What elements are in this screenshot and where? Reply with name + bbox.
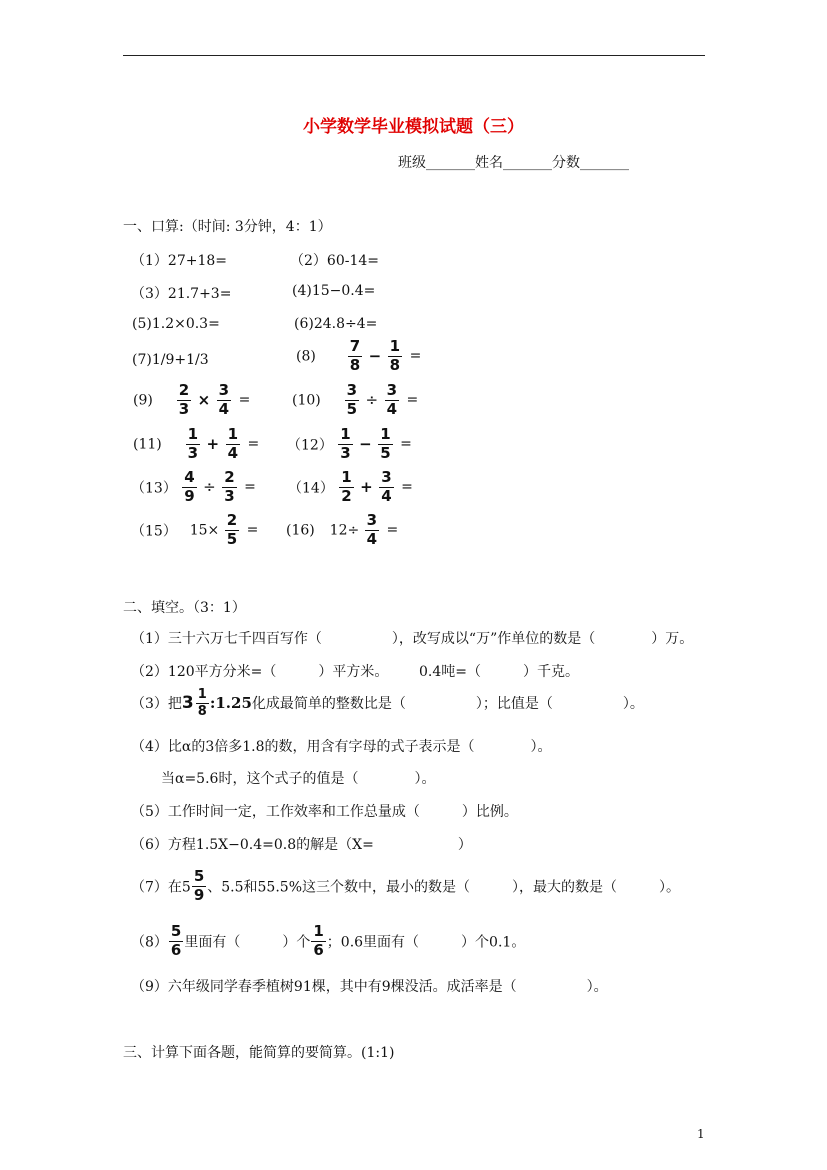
fill-question-2a: （2）120平方分米=（ ）平方米。 [131, 664, 389, 680]
page-title: 小学数学毕业模拟试题（三） [303, 117, 524, 137]
oral-item-2: （2）60-14= [290, 253, 379, 269]
equals-sign: = [386, 522, 399, 539]
fraction: $\frac{3}{4}$ [218, 381, 230, 418]
fraction: $\frac{3}{4}$ [386, 381, 398, 418]
fill-question-1: （1）三十六万七千四百写作（ ），改写成以“万”作单位的数是（ ）万。 [131, 631, 694, 647]
oral-item-5: (5)1.2×0.3= [132, 316, 220, 332]
oral-item-12 [287, 427, 412, 462]
fill-question-7-suffix: 、5.5和55.5%这三个数中，最小的数是（ ），最大的数是（ ）。 [207, 879, 681, 896]
oral-item-7: (7)1/9+1/3 [132, 352, 209, 368]
fraction: $\frac{1}{2}$ [341, 468, 352, 505]
equals-sign: = [246, 522, 259, 539]
plus-sign: + [360, 478, 373, 497]
oral-item-15 [131, 513, 258, 548]
oral-item-11-label: (11) [133, 436, 162, 453]
fraction: $\frac{3}{4}$ [366, 511, 378, 548]
oral-item-3: （3）21.7+3= [131, 286, 232, 302]
fraction: $\frac{1}{5}$ [380, 425, 391, 462]
oral-item-1: （1）27+18= [131, 253, 227, 269]
page-number: 1 [697, 1127, 705, 1141]
divide-sign: ÷ [365, 391, 379, 410]
equals-sign: = [406, 392, 419, 409]
oral-item-15-label: （15） [131, 523, 177, 540]
fill-question-5: （5）工作时间一定，工作效率和工作总量成（ ）比例。 [131, 804, 518, 820]
fill-question-4a: （4）比α的3倍多1.8的数，用含有字母的式子表示是（ ）。 [131, 739, 552, 755]
fill-question-8-prefix: （8） [131, 934, 168, 951]
equals-sign: = [244, 479, 256, 496]
equals-sign: = [400, 436, 412, 453]
fraction: $\frac{2}{3}$ [178, 381, 190, 418]
minus-sign: − [368, 347, 382, 366]
minus-sign: − [359, 435, 372, 454]
ratio-value: :1.25 [209, 694, 252, 713]
fraction: $\frac{2}{3}$ [224, 468, 235, 505]
fraction: $\frac{1}{4}$ [227, 425, 239, 462]
oral-item-8 [296, 339, 421, 374]
fraction: $\frac{1}{6}$ [313, 922, 324, 959]
oral-item-4: (4)15−0.4= [292, 283, 376, 299]
times-sign: × [197, 391, 211, 410]
fill-question-3 [131, 688, 644, 718]
fill-question-4b: 当α=5.6时，这个式子的值是（ ）。 [161, 771, 436, 787]
oral-item-10 [292, 383, 418, 418]
oral-item-12-label: （12） [287, 437, 333, 454]
fill-question-7 [131, 869, 680, 904]
fraction: $\frac{2}{5}$ [226, 511, 238, 548]
fraction: $\frac{7}{8}$ [349, 337, 361, 374]
mixed-number: 3 1 8 [181, 687, 207, 719]
fill-question-3-prefix: （3）把 [131, 696, 182, 713]
fraction: $\frac{5}{6}$ [170, 922, 182, 959]
oral-item-16-expression: 12÷ [329, 522, 360, 539]
fraction: $\frac{1}{3}$ [187, 425, 199, 462]
fill-question-8-middle: 里面有（ ）个 [184, 934, 311, 951]
oral-item-9-label: (9) [133, 392, 153, 409]
oral-item-16-label: (16) [286, 522, 315, 539]
oral-item-6: (6)24.8÷4= [294, 316, 378, 332]
fill-question-6: （6）方程1.5X−0.4=0.8的解是（X= ） [131, 837, 472, 853]
section3-heading: 三、计算下面各题，能简算的要简算。(1:1) [123, 1045, 395, 1061]
fraction: $\frac{3}{4}$ [381, 468, 392, 505]
oral-item-14 [288, 470, 413, 505]
fraction: $\frac{3}{5}$ [346, 381, 358, 418]
oral-item-10-label: (10) [292, 392, 321, 409]
section1-heading: 一、口算:（时间: 3分钟，4：1） [123, 219, 332, 235]
equals-sign: = [238, 392, 251, 409]
oral-item-13-label: （13） [131, 480, 177, 497]
oral-item-11 [133, 427, 259, 462]
oral-item-14-label: （14） [288, 480, 334, 497]
fraction: $\frac{5}{9}$ [193, 867, 205, 904]
oral-item-16 [286, 513, 398, 548]
equals-sign: = [247, 436, 260, 453]
divide-sign: ÷ [203, 478, 216, 497]
header-rule [123, 55, 705, 56]
oral-item-8-label: (8) [296, 348, 316, 365]
student-info-line: 班级_______姓名_______分数_______ [398, 155, 629, 171]
fill-question-3-suffix: 化成最简单的整数比是（ ）；比值是（ ）。 [251, 696, 644, 713]
oral-item-15-expression: 15× [189, 522, 220, 539]
section2-heading: 二、填空。（3：1） [123, 600, 246, 616]
equals-sign: = [409, 348, 422, 365]
oral-item-13 [131, 470, 256, 505]
fill-question-2b: 0.4吨=（ ）千克。 [419, 664, 579, 680]
fraction: $\frac{1}{3}$ [340, 425, 351, 462]
fill-question-8 [131, 924, 525, 959]
equals-sign: = [401, 479, 413, 496]
fill-question-8-suffix: ；0.6里面有（ ）个0.1。 [326, 934, 526, 951]
fill-question-7-prefix: （7）在5 [131, 879, 191, 896]
plus-sign: + [206, 435, 220, 454]
oral-item-9 [133, 383, 250, 418]
fraction: $\frac{4}{9}$ [184, 468, 195, 505]
fill-question-9: （9）六年级同学春季植树91棵，其中有9棵没活。成活率是（ ）。 [131, 979, 608, 995]
fraction: $\frac{1}{8}$ [389, 337, 401, 374]
